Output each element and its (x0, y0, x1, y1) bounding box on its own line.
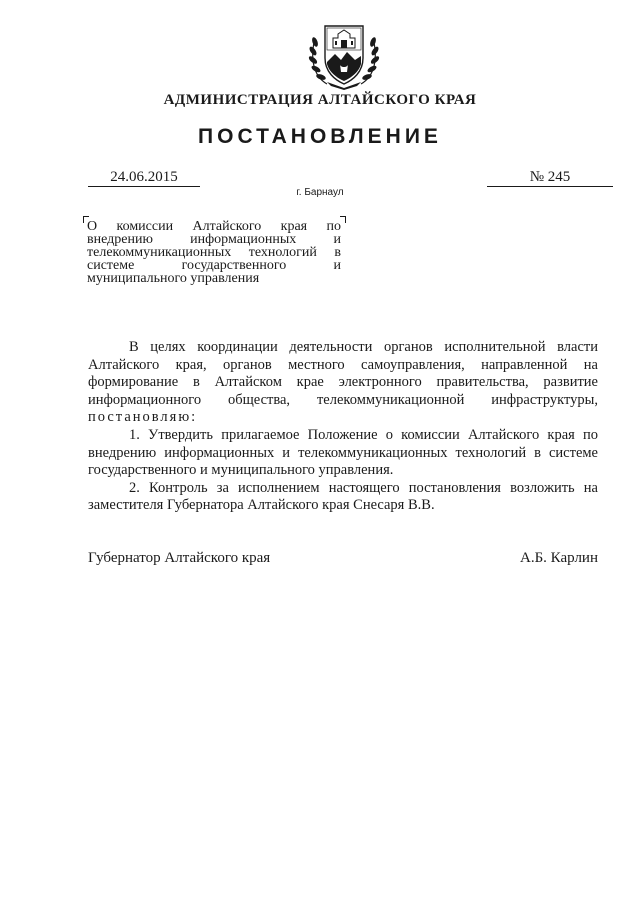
subject-bracket-right (340, 216, 346, 223)
subject-bracket-left (83, 216, 89, 223)
document-subject (87, 220, 341, 285)
document-type: ПОСТАНОВЛЕНИЕ (198, 125, 442, 148)
document-number: № 245 (487, 168, 613, 187)
resolve-word: постановляю (88, 409, 192, 426)
item-2: 2. Контроль за исполнением настоящего постановления возложить на заместителя Губернатора Алтайского края Снесаря В.В. (88, 479, 598, 514)
resolve-suffix: : (191, 409, 196, 426)
organization-title: АДМИНИСТРАЦИЯ АЛТАЙСКОГО КРАЯ (163, 92, 477, 108)
preamble-paragraph (88, 339, 598, 427)
item-1: 1. Утвердить прилагаемое Положение о комиссии Алтайского края по внедрению информационных и телекоммуникационных технологий в системе государственного и муниципального управления. (88, 426, 598, 479)
document-body (88, 339, 598, 515)
signatory-name: А.Б. Карлин (519, 550, 598, 566)
city: г. Барнаул (296, 187, 344, 198)
coat-of-arms-icon (305, 18, 383, 90)
document-date: 24.06.2015 (88, 168, 200, 187)
subject-text: О комиссии Алтайского края по внедрению информационных и телекоммуникационных технологий в системе государственного и муниципального управления (87, 219, 341, 286)
signatory-title: Губернатор Алтайского края (88, 550, 271, 566)
preamble-text: В целях координации деятельности органов исполнительной власти Алтайского края, органов местного самоуправления, направленной на формирование в Алтайском крае электронного правительства, развитие информационного общества, телекоммуникационной инфраструктуры, (88, 339, 598, 408)
